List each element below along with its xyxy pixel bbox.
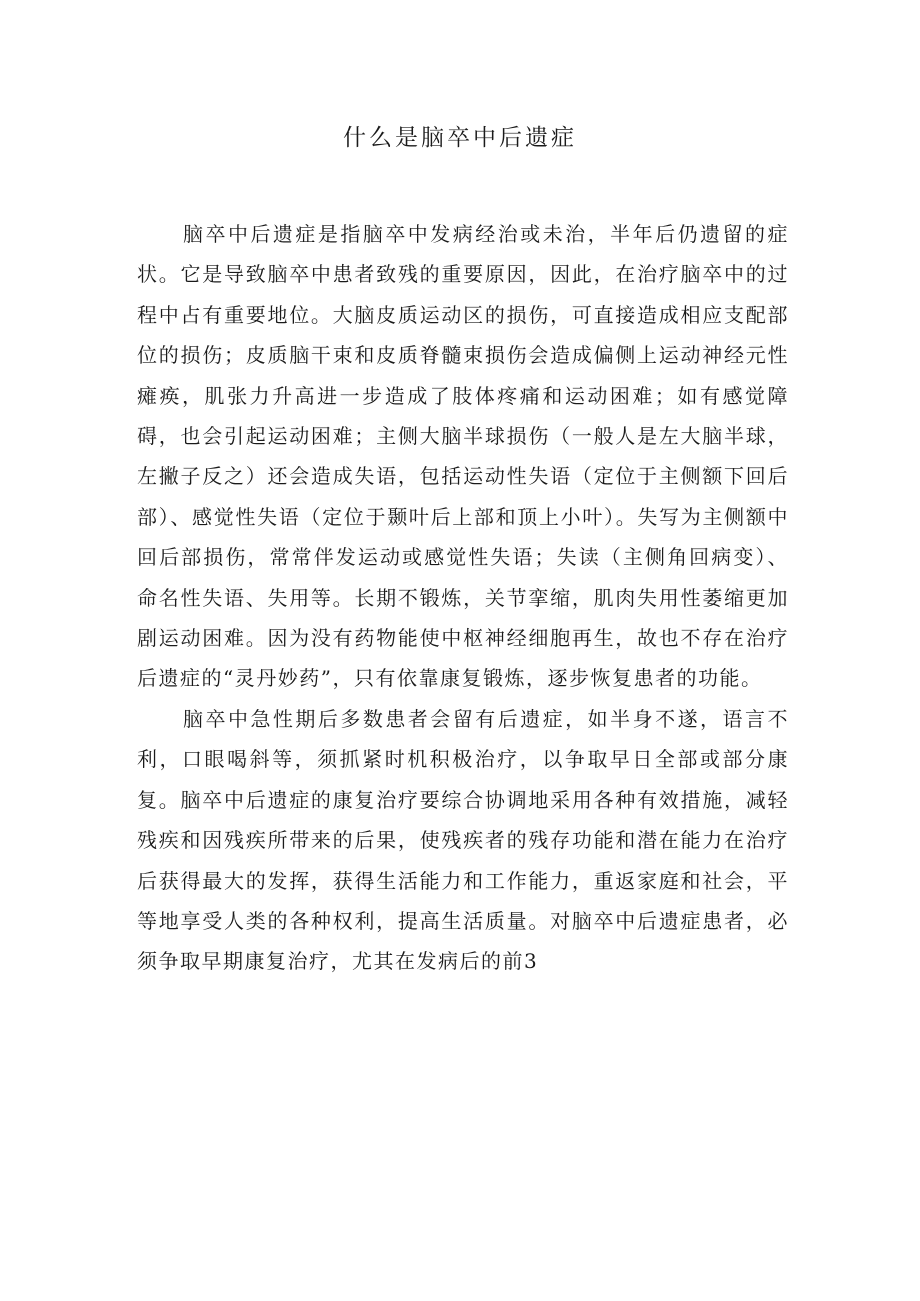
document-title: 什么是脑卒中后遗症 bbox=[343, 125, 577, 151]
document-body bbox=[137, 214, 789, 982]
paragraph-1: 脑卒中后遗症是指脑卒中发病经治或未治，半年后仍遗留的症状。它是导致脑卒中患者致残的重要原因，因此，在治疗脑卒中的过程中占有重要地位。大脑皮质运动区的损伤，可直接造成相应支配部位的损伤；皮质脑干束和皮质脊髓束损伤会造成偏侧上运动神经元性瘫痪，肌张力升高进一步造成了肢体疼痛和运动困难；如有感觉障碍，也会引起运动困难；主侧大脑半球损伤（一般人是左大脑半球，左撇子反之）还会造成失语，包括运动性失语（定位于主侧额下回后部）、感觉性失语（定位于颞叶后上部和顶上小叶）。失写为主侧额中回后部损伤，常常伴发运动或感觉性失语；失读（主侧角回病变）、命名性失语、失用等。长期不锻炼，关节挛缩，肌肉失用性萎缩更加剧运动困难。因为没有药物能使中枢神经细胞再生，故也不存在治疗后遗症的“灵丹妙药”，只有依靠康复锻炼，逐步恢复患者的功能。 bbox=[137, 222, 789, 691]
paragraph-2: 脑卒中急性期后多数患者会留有后遗症，如半身不遂，语言不利，口眼喝斜等，须抓紧时机积极治疗，以争取早日全部或部分康复。脑卒中后遗症的康复治疗要综合协调地采用各种有效措施，减轻残疾和因残疾所带来的后果，使残疾者的残存功能和潜在能力在治疗后获得最大的发挥，获得生活能力和工作能力，重返家庭和社会，平等地享受人类的各种权利，提高生活质量。对脑卒中后遗症患者，必须争取早期康复治疗，尤其在发病后的前3 bbox=[137, 706, 789, 974]
